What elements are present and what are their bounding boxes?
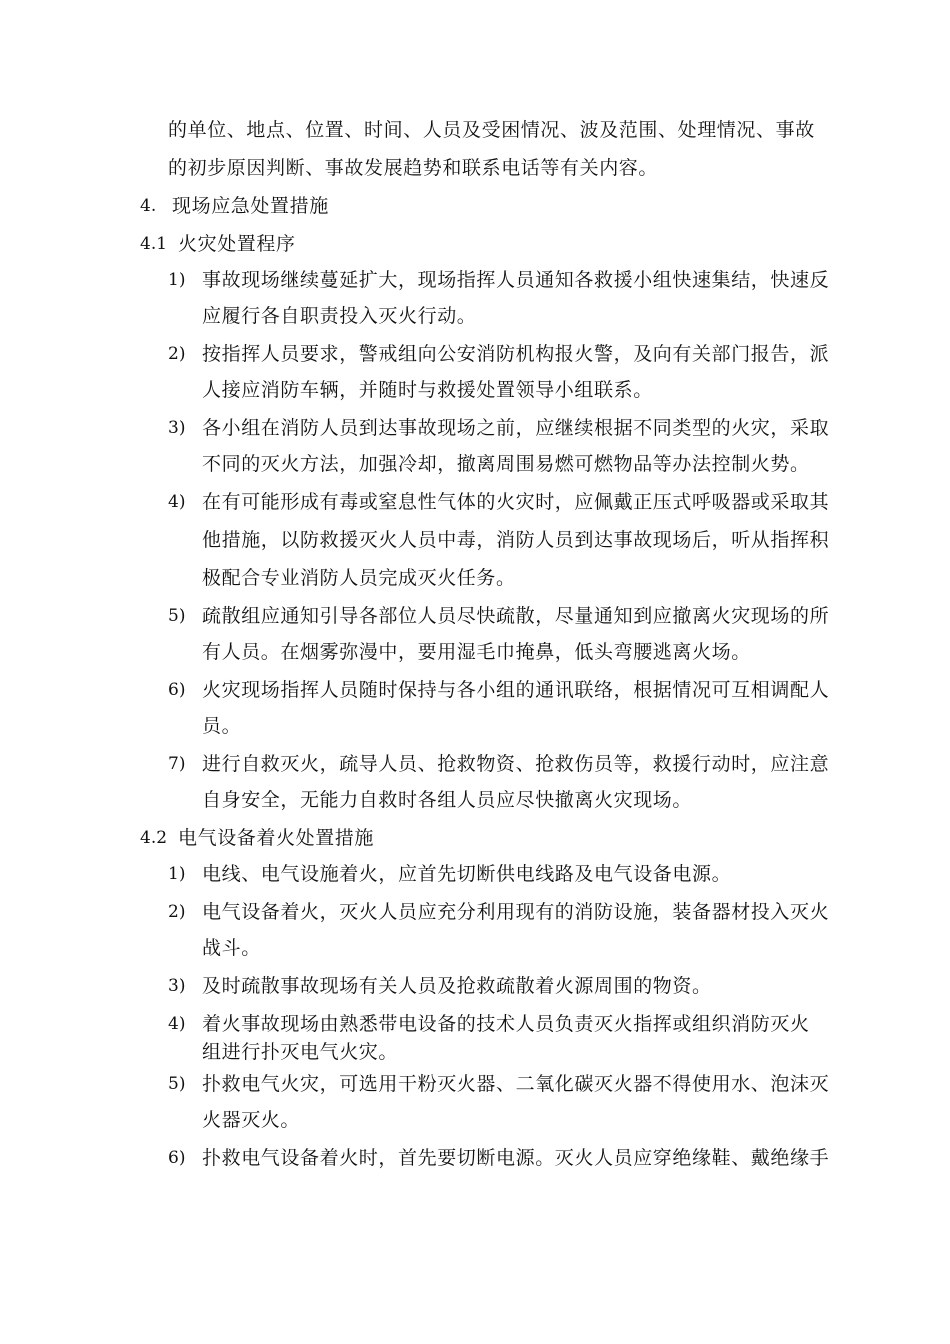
list-item-text: 他措施，以防救援灭火人员中毒，消防人员到达事故现场后，听从指挥积 [202, 529, 830, 551]
subsection-heading: 电气设备着火处置措施 [178, 827, 375, 849]
list-item-text: 事故现场继续蔓延扩大，现场指挥人员通知各救援小组快速集结，快速反 [202, 269, 830, 291]
list-item-text: 员。 [202, 715, 242, 737]
list-item-number: 3) [168, 418, 186, 438]
list-item-number: 1) [168, 864, 186, 884]
section-number: 4. [140, 196, 157, 216]
list-item-text: 疏散组应通知引导各部位人员尽快疏散，尽量通知到应撤离火灾现场的所 [202, 605, 830, 627]
list-item-text: 战斗。 [202, 937, 261, 959]
list-item-text: 按指挥人员要求，警戒组向公安消防机构报火警，及向有关部门报告，派 [202, 343, 830, 365]
list-item-number: 6) [168, 680, 186, 700]
list-item-text: 火灾现场指挥人员随时保持与各小组的通讯联络，根据情况可互相调配人 [202, 679, 830, 701]
list-item-number: 7) [168, 754, 186, 774]
list-item-text: 电气设备着火，灭火人员应充分利用现有的消防设施，装备器材投入灭火 [202, 901, 830, 923]
list-item-text: 组进行扑灭电气火灾。 [202, 1041, 399, 1063]
list-item-number: 1) [168, 270, 186, 290]
list-item-text: 进行自救灭火，疏导人员、抢救物资、抢救伤员等，救援行动时，应注意 [202, 753, 830, 775]
intro-line: 的单位、地点、位置、时间、人员及受困情况、波及范围、处理情况、事故 [168, 119, 815, 141]
list-item-text: 火器灭火。 [202, 1109, 301, 1131]
list-item-text: 扑救电气设备着火时，首先要切断电源。灭火人员应穿绝缘鞋、戴绝缘手 [202, 1147, 830, 1169]
list-item-number: 5) [168, 1074, 186, 1094]
list-item-text: 人接应消防车辆，并随时与救援处置领导小组联系。 [202, 379, 653, 401]
list-item-text: 有人员。在烟雾弥漫中，要用湿毛巾掩鼻，低头弯腰逃离火场。 [202, 641, 751, 663]
subsection-heading: 火灾处置程序 [178, 233, 296, 255]
list-item-number: 5) [168, 606, 186, 626]
list-item-number: 3) [168, 976, 186, 996]
list-item-text: 不同的灭火方法，加强冷却，撤离周围易燃可燃物品等办法控制火势。 [202, 453, 810, 475]
intro-line: 的初步原因判断、事故发展趋势和联系电话等有关内容。 [168, 157, 659, 179]
list-item-text: 在有可能形成有毒或窒息性气体的火灾时，应佩戴正压式呼吸器或采取其 [202, 491, 830, 513]
list-item-number: 2) [168, 902, 186, 922]
list-item-text: 扑救电气火灾，可选用干粉灭火器、二氧化碳灭火器不得使用水、泡沫灭 [202, 1073, 830, 1095]
list-item-text: 自身安全，无能力自救时各组人员应尽快撤离火灾现场。 [202, 789, 693, 811]
list-item-number: 2) [168, 344, 186, 364]
subsection-number: 4.2 [140, 828, 168, 848]
list-item-number: 4) [168, 1014, 186, 1034]
list-item-number: 4) [168, 492, 186, 512]
list-item-text: 及时疏散事故现场有关人员及抢救疏散着火源周围的物资。 [202, 975, 712, 997]
list-item-text: 各小组在消防人员到达事故现场之前，应继续根据不同类型的火灾，采取 [202, 417, 830, 439]
section-heading: 现场应急处置措施 [172, 195, 329, 217]
list-item-text: 电线、电气设施着火，应首先切断供电线路及电气设备电源。 [202, 863, 732, 885]
list-item-text: 着火事故现场由熟悉带电设备的技术人员负责灭火指挥或组织消防灭火 [202, 1013, 810, 1035]
list-item-text: 极配合专业消防人员完成灭火任务。 [202, 567, 516, 589]
list-item-text: 应履行各自职责投入灭火行动。 [202, 305, 477, 327]
list-item-number: 6) [168, 1148, 186, 1168]
subsection-number: 4.1 [140, 234, 168, 254]
